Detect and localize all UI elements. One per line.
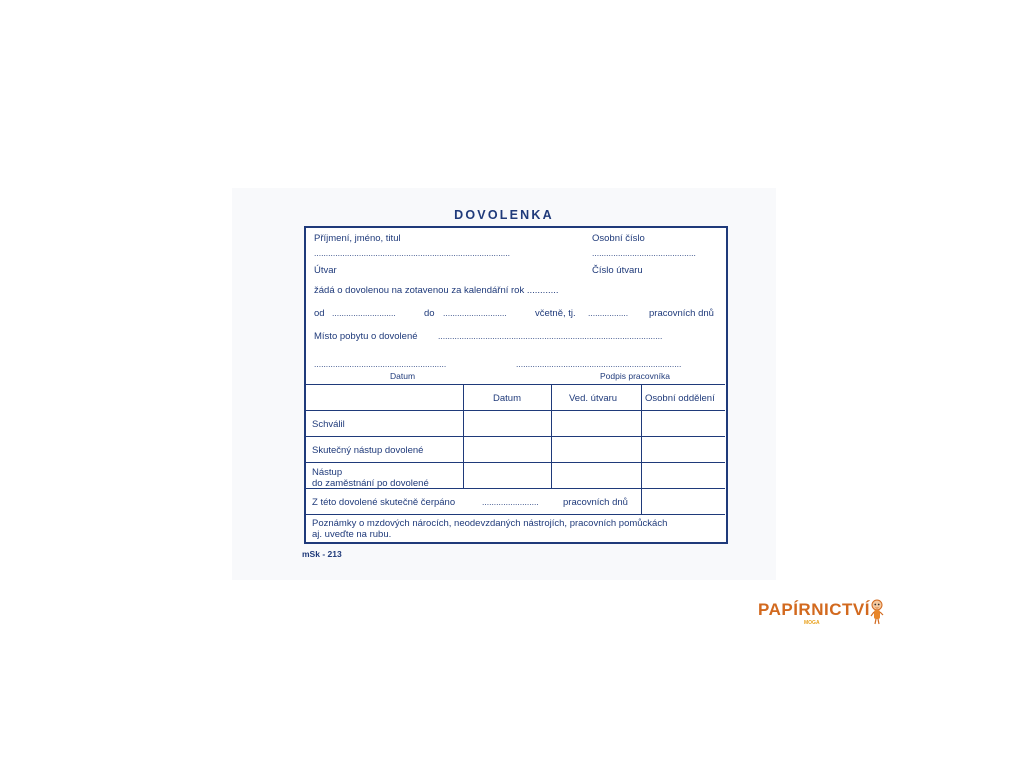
signature-dots: ...................................................................... [516, 359, 682, 369]
mascot-icon [868, 598, 886, 626]
name-dots: ................................................................................... [314, 248, 511, 258]
logo-text: PAPÍRNICTVÍ [758, 600, 870, 619]
form-code: mSk - 213 [302, 549, 342, 559]
form-sheet [232, 188, 776, 580]
days-dots: ................. [588, 308, 629, 318]
working-days-label: pracovních dnů [649, 308, 714, 319]
table-rule [306, 462, 725, 463]
table-header-date: Datum [493, 393, 521, 404]
table-header-hr: Osobní oddělení [645, 393, 715, 404]
table-rule [306, 514, 725, 515]
unit-number-label: Číslo útvaru [592, 265, 643, 276]
row-return-line2: do zaměstnání po dovolené [312, 478, 429, 489]
from-label: od [314, 308, 325, 319]
table-column-rule [551, 384, 552, 488]
drawn-dots: ........................ [482, 497, 539, 507]
drawn-unit: pracovních dnů [563, 497, 628, 508]
date-caption: Datum [390, 371, 416, 381]
date-dots: ........................................................ [314, 359, 447, 369]
personal-number-dots: ............................................ [592, 248, 696, 258]
name-label: Příjmení, jméno, titul [314, 233, 401, 244]
leave-form [304, 226, 728, 544]
row-actual-start: Skutečný nástup dovolené [312, 445, 424, 456]
notes-line1: Poznámky o mzdových nárocích, neodevzdaných nástrojích, pracovních pomůckách [312, 518, 668, 529]
logo-subtext: MOGA [804, 620, 820, 626]
papirnictvi-logo [758, 600, 870, 626]
row-approved: Schválil [312, 419, 345, 430]
drawn-text: Z této dovolené skutečně čerpáno [312, 497, 456, 508]
place-label: Místo pobytu o dovolené [314, 331, 418, 342]
including-label: včetně, tj. [535, 308, 576, 319]
request-text: žádá o dovolenou na zotavenou za kalendářní rok ............ [314, 285, 559, 296]
row-return-line1: Nástup [312, 467, 343, 478]
table-rule [306, 410, 725, 411]
from-dots: ........................... [332, 308, 396, 318]
place-dots: ............................................................................................... [438, 331, 663, 341]
unit-label: Útvar [314, 265, 337, 276]
table-header-manager: Ved. útvaru [569, 393, 618, 404]
table-column-rule [641, 384, 642, 514]
form-title: DOVOLENKA [454, 208, 554, 222]
notes-line2: aj. uveďte na rubu. [312, 529, 392, 540]
section-divider [306, 384, 725, 385]
personal-number-label: Osobní číslo [592, 233, 645, 244]
to-label: do [424, 308, 435, 319]
table-rule [306, 436, 725, 437]
table-column-rule [463, 384, 464, 488]
signature-caption: Podpis pracovníka [600, 371, 670, 381]
to-dots: ........................... [443, 308, 507, 318]
